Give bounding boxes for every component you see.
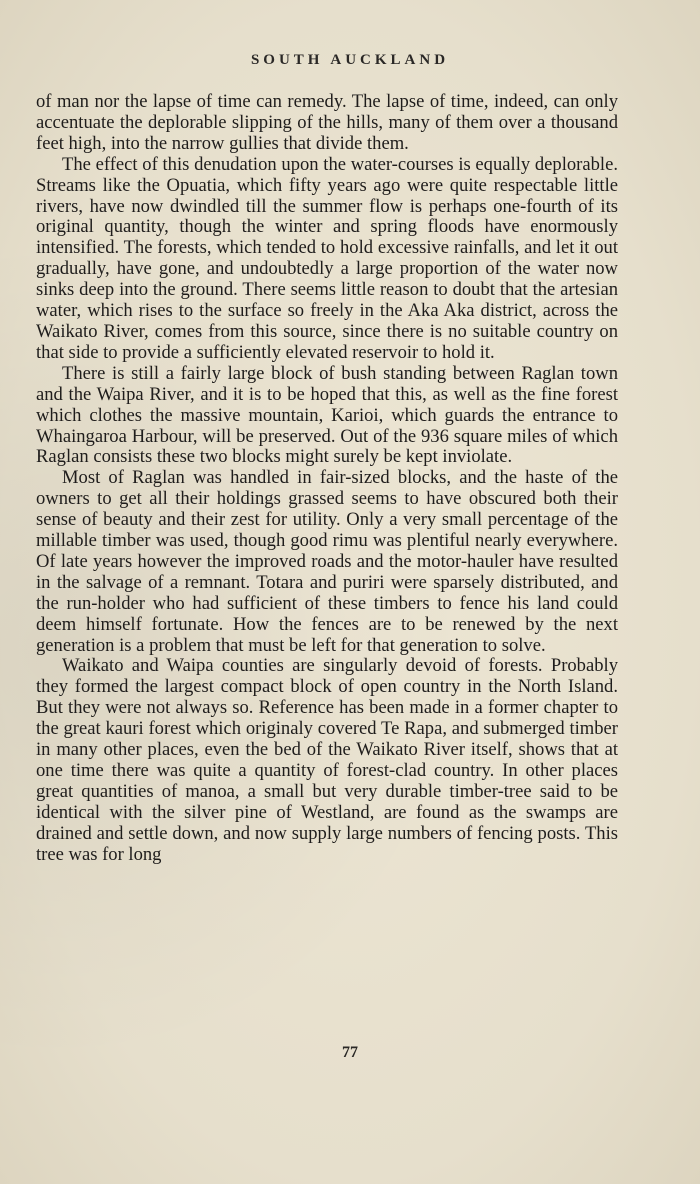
paragraph-raglan-timber: Most of Raglan was handled in fair-sized blocks, and the haste of the owners to get all their holdings grassed seems to have obscured both their sense of beauty and their zest for utility. Only a very small percentage of the millable timber was used, though good rimu was plentiful nearly everywhere. Of late years however the improved roads and the motor-hauler have resulted in the salvage of a remnant. Totara and puriri were sparsely distributed, and the run-holder who had sufficient of these timbers to fence his land could deem himself fortunate. How the fences are to be renewed by the next generation is a problem that must be left for that generation to solve. (36, 467, 618, 656)
paragraph-waikato-waipa: Waikato and Waipa counties are singularly devoid of forests. Probably they formed the largest compact block of open country in the North Island. But they were not always so. Reference has been made in a former chapter to the great kauri forest which originaly covered Te Rapa, and submerged timber in many other places, even the bed of the Waikato River itself, shows that at one time there was quite a quantity of forest-clad country. In other places great quantities of manoa, a small but very durable timber-tree said to be identical with the silver pine of Westland, are found as the swamps are drained and settle down, and now supply large numbers of fencing posts. This tree was for long (36, 655, 618, 865)
paragraph-continued: of man nor the lapse of time can remedy. The lapse of time, indeed, can only accentuate the deplorable slipping of the hills, many of them over a thousand feet high, into the narrow gullies that divide them. (36, 91, 618, 154)
page-number: 77 (342, 1044, 358, 1061)
running-head: SOUTH AUCKLAND (250, 52, 450, 68)
paragraph-raglan-bush: There is still a fairly large block of bush standing between Raglan town and the Waipa River, and it is to be hoped that this, as well as the fine forest which clothes the massive mountain, Karioi, which guards the entrance to Whaingaroa Harbour, will be preserved. Out of the 936 square miles of which Raglan consists these two blocks might surely be kept inviolate. (36, 362, 618, 468)
body-text (36, 92, 618, 866)
paragraph-denudation: The effect of this denudation upon the water-courses is equally deplorable. Streams like the Opuatia, which fifty years ago were quite respectable little rivers, have now dwindled till the summer flow is perhaps one-fourth of its original quantity, though the winter and spring floods have enormously intensified. The forests, which tended to hold excessive rainfalls, and let it out gradually, have gone, and undoubtedly a large proportion of the water now sinks deep into the ground. There seems little reason to doubt that the artesian water, which rises to the surface so freely in the Aka Aka district, across the Waikato River, comes from this source, since there is no suitable country on that side to provide a sufficiently elevated reservoir to hold it. (36, 153, 618, 363)
